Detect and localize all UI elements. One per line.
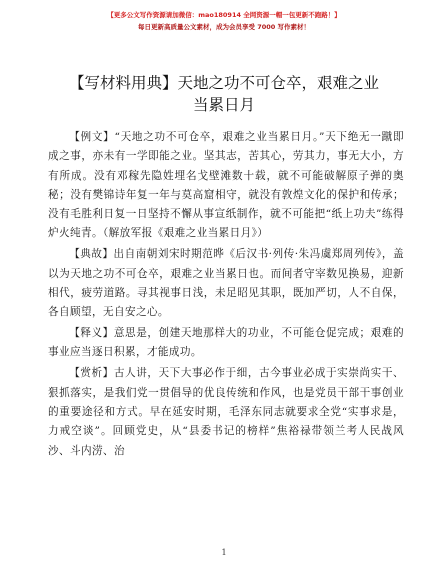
promo-banner — [0, 9, 448, 33]
paragraph-origin-text: 出自南朝刘宋时期范晔《后汉书·列传·朱冯虞郑周列传》，盖以为天地之功不可仓卒，艰难之业当累日也。而间者守宰数见换易，迎新相代，疲劳道路。寻其视事日浅，未足昭见其职，既加严切，人不自保，各自顾望，无自安之心。 — [48, 248, 404, 319]
paragraph-meaning-text: 意思是，创建天地那样大的功业，不可能仓促完成；艰难的事业应当逐日积累，才能成功。 — [48, 327, 404, 359]
document-title — [0, 72, 448, 116]
promo-banner-line1: 【更多公文写作资源请加微信：mao180914 全网资源一帽一包更新不跑路！】 — [107, 11, 341, 19]
document-title-line1: 【写材料用典】天地之功不可仓卒，艰难之业 — [68, 74, 379, 92]
section-tag-origin: 【典故】 — [69, 248, 114, 261]
document-body — [48, 128, 404, 462]
paragraph-meaning — [48, 324, 404, 363]
document-title-line2: 当累日月 — [192, 96, 255, 114]
paragraph-example — [48, 128, 404, 244]
section-tag-example: 【例文】 — [69, 131, 115, 143]
paragraph-appreciation-text: 古人讲，天下大事必作于细，古今事业必成于实崇尚实干、狠抓落实，是我们党一贯倡导的优良传统和作风，也是党员干部干事创业的重要途径和方式。早在延安时期，毛泽东同志就要求全党“实事求是，力戒空谈”。回顾党史，从“县委书记的榜样”焦裕禄带领兰考人民战风沙、斗内涝、治 — [48, 367, 404, 457]
paragraph-appreciation — [48, 364, 404, 460]
paragraph-origin — [48, 245, 404, 322]
section-tag-meaning: 【释义】 — [69, 327, 114, 340]
section-tag-appreciation: 【赏析】 — [69, 367, 114, 380]
promo-banner-line2: 每日更新高质量公文素材，成为会员享受 7000 写作素材！ — [137, 23, 311, 31]
paragraph-example-text: “天地之功不可仓卒，艰难之业当累日月。”天下绝无一蹴即成之事，亦未有一学即能之业。坚其志，苦其心，劳其力，事无大小，方有所成。没有邓稼先隐姓埋名戈壁滩数十载，就不可能破解原子弹的奥秘；没有樊锦诗年复一年与莫高窟相守，就没有敦煌文化的保护和传承；没有毛胜利日复一日坚持不懈从事宣纸制作，就不可能把“纸上功夫”练得炉火纯青。（解放军报《艰难之业当累日月》） — [48, 131, 404, 240]
page-number: 1 — [221, 548, 227, 557]
